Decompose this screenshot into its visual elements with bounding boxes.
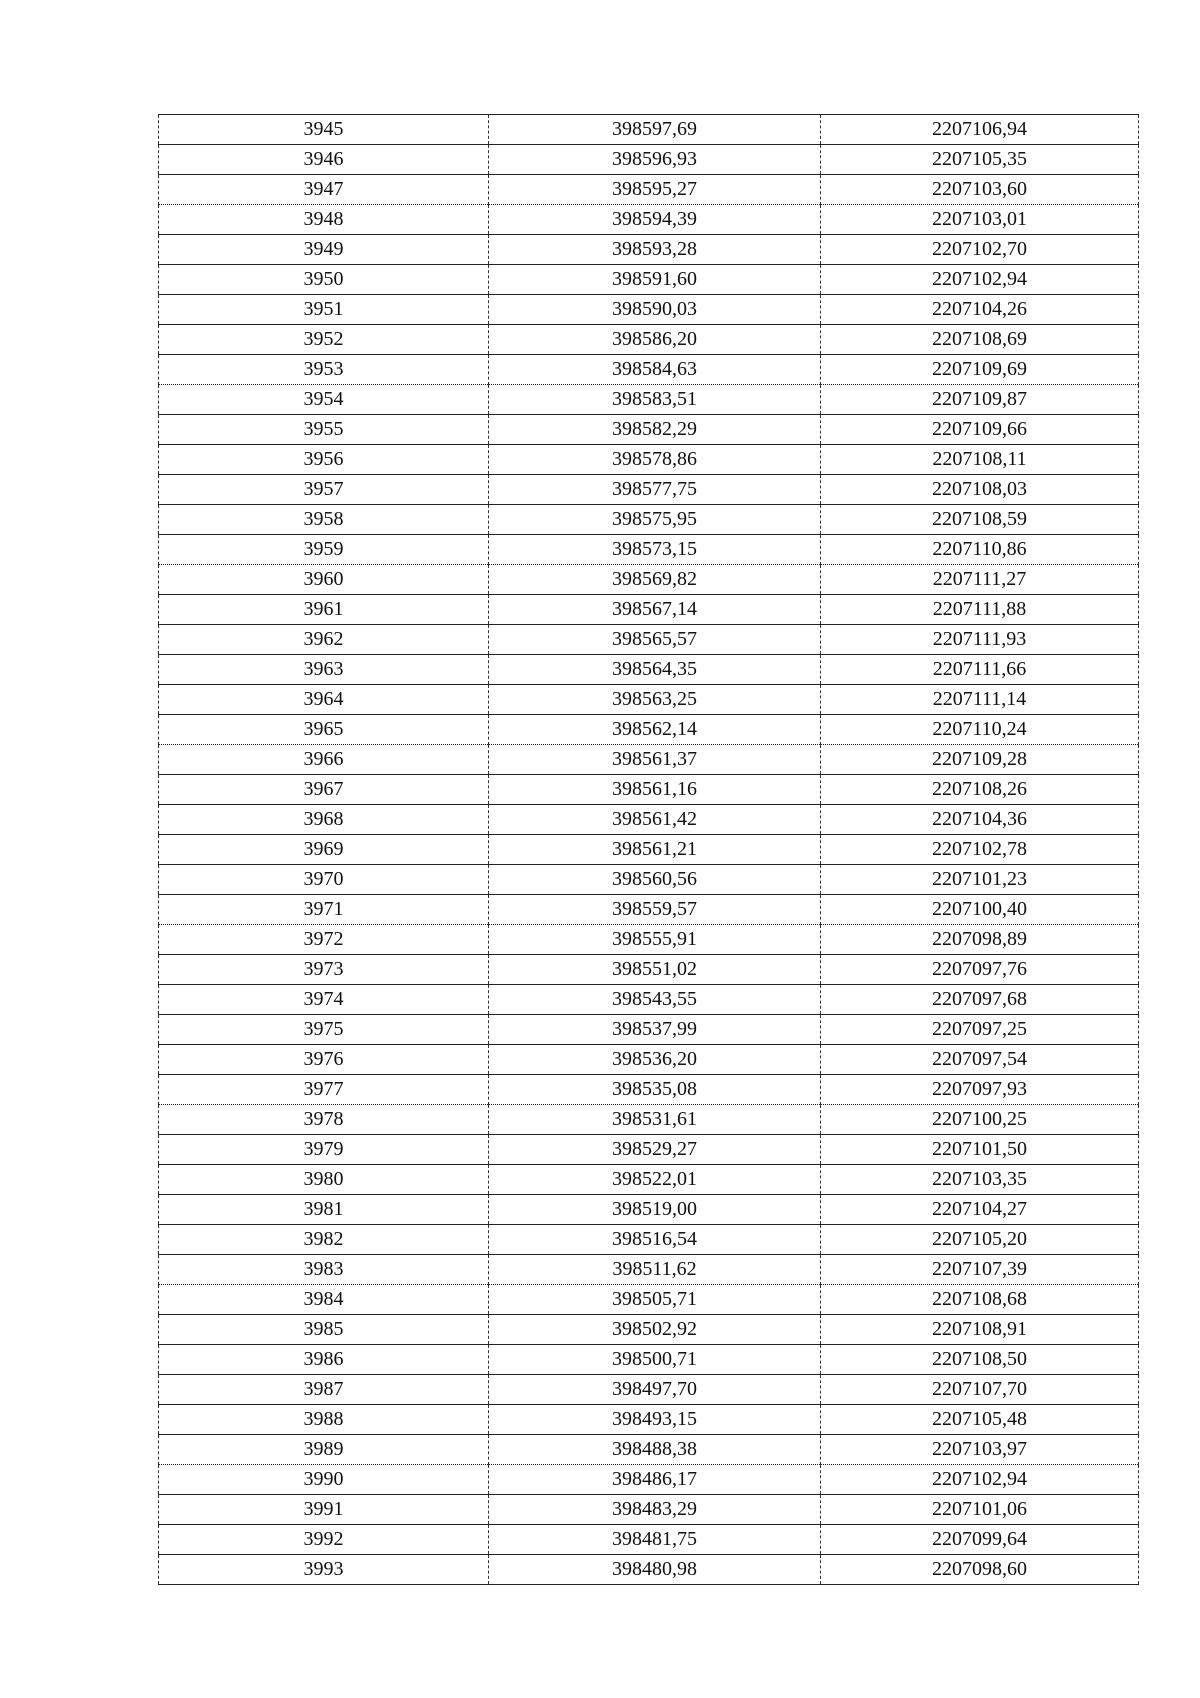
table-row [159, 925, 1139, 955]
point-number-cell: 3984 [159, 1285, 489, 1315]
point-number-cell: 3946 [159, 145, 489, 175]
table-row [159, 235, 1139, 265]
table-row [159, 205, 1139, 235]
point-number-cell: 3993 [159, 1555, 489, 1585]
table-row [159, 955, 1139, 985]
x-coordinate-cell: 398529,27 [489, 1135, 821, 1165]
x-coordinate-cell: 398575,95 [489, 505, 821, 535]
table-row [159, 865, 1139, 895]
point-number-cell: 3971 [159, 895, 489, 925]
y-coordinate-cell: 2207104,27 [821, 1195, 1139, 1225]
table-row [159, 1465, 1139, 1495]
x-coordinate-cell: 398578,86 [489, 445, 821, 475]
table-row [159, 1345, 1139, 1375]
y-coordinate-cell: 2207111,27 [821, 565, 1139, 595]
y-coordinate-cell: 2207097,93 [821, 1075, 1139, 1105]
y-coordinate-cell: 2207102,94 [821, 265, 1139, 295]
y-coordinate-cell: 2207108,69 [821, 325, 1139, 355]
table-row [159, 505, 1139, 535]
y-coordinate-cell: 2207108,03 [821, 475, 1139, 505]
y-coordinate-cell: 2207104,26 [821, 295, 1139, 325]
x-coordinate-cell: 398593,28 [489, 235, 821, 265]
point-number-cell: 3965 [159, 715, 489, 745]
y-coordinate-cell: 2207108,26 [821, 775, 1139, 805]
table-row [159, 1285, 1139, 1315]
point-number-cell: 3947 [159, 175, 489, 205]
table-row [159, 1195, 1139, 1225]
x-coordinate-cell: 398559,57 [489, 895, 821, 925]
x-coordinate-cell: 398563,25 [489, 685, 821, 715]
x-coordinate-cell: 398583,51 [489, 385, 821, 415]
y-coordinate-cell: 2207100,40 [821, 895, 1139, 925]
point-number-cell: 3957 [159, 475, 489, 505]
y-coordinate-cell: 2207103,35 [821, 1165, 1139, 1195]
x-coordinate-cell: 398590,03 [489, 295, 821, 325]
y-coordinate-cell: 2207097,54 [821, 1045, 1139, 1075]
point-number-cell: 3949 [159, 235, 489, 265]
point-number-cell: 3952 [159, 325, 489, 355]
table-row [159, 1525, 1139, 1555]
table-row [159, 835, 1139, 865]
y-coordinate-cell: 2207109,28 [821, 745, 1139, 775]
y-coordinate-cell: 2207108,68 [821, 1285, 1139, 1315]
x-coordinate-cell: 398481,75 [489, 1525, 821, 1555]
y-coordinate-cell: 2207102,70 [821, 235, 1139, 265]
table-row [159, 1045, 1139, 1075]
x-coordinate-cell: 398561,42 [489, 805, 821, 835]
table-row [159, 655, 1139, 685]
point-number-cell: 3985 [159, 1315, 489, 1345]
y-coordinate-cell: 2207108,59 [821, 505, 1139, 535]
table-row [159, 775, 1139, 805]
x-coordinate-cell: 398502,92 [489, 1315, 821, 1345]
point-number-cell: 3991 [159, 1495, 489, 1525]
point-number-cell: 3959 [159, 535, 489, 565]
point-number-cell: 3966 [159, 745, 489, 775]
x-coordinate-cell: 398497,70 [489, 1375, 821, 1405]
table-row [159, 805, 1139, 835]
x-coordinate-cell: 398543,55 [489, 985, 821, 1015]
table-row [159, 355, 1139, 385]
table-row [159, 265, 1139, 295]
table-row [159, 1435, 1139, 1465]
y-coordinate-cell: 2207108,50 [821, 1345, 1139, 1375]
table-row [159, 535, 1139, 565]
point-number-cell: 3961 [159, 595, 489, 625]
y-coordinate-cell: 2207109,87 [821, 385, 1139, 415]
x-coordinate-cell: 398537,99 [489, 1015, 821, 1045]
point-number-cell: 3988 [159, 1405, 489, 1435]
table-row [159, 385, 1139, 415]
y-coordinate-cell: 2207097,68 [821, 985, 1139, 1015]
table-row [159, 1405, 1139, 1435]
y-coordinate-cell: 2207110,86 [821, 535, 1139, 565]
y-coordinate-cell: 2207097,76 [821, 955, 1139, 985]
point-number-cell: 3948 [159, 205, 489, 235]
point-number-cell: 3979 [159, 1135, 489, 1165]
y-coordinate-cell: 2207111,66 [821, 655, 1139, 685]
x-coordinate-cell: 398567,14 [489, 595, 821, 625]
x-coordinate-cell: 398584,63 [489, 355, 821, 385]
table-row [159, 1495, 1139, 1525]
point-number-cell: 3968 [159, 805, 489, 835]
y-coordinate-cell: 2207108,11 [821, 445, 1139, 475]
y-coordinate-cell: 2207108,91 [821, 1315, 1139, 1345]
point-number-cell: 3955 [159, 415, 489, 445]
table-row [159, 445, 1139, 475]
point-number-cell: 3972 [159, 925, 489, 955]
x-coordinate-cell: 398595,27 [489, 175, 821, 205]
table-row [159, 625, 1139, 655]
x-coordinate-cell: 398561,37 [489, 745, 821, 775]
table-row [159, 1105, 1139, 1135]
x-coordinate-cell: 398480,98 [489, 1555, 821, 1585]
table-row [159, 115, 1139, 145]
point-number-cell: 3958 [159, 505, 489, 535]
table-row [159, 1555, 1139, 1585]
y-coordinate-cell: 2207101,23 [821, 865, 1139, 895]
table-row [159, 685, 1139, 715]
y-coordinate-cell: 2207105,35 [821, 145, 1139, 175]
point-number-cell: 3989 [159, 1435, 489, 1465]
table-row [159, 1315, 1139, 1345]
x-coordinate-cell: 398577,75 [489, 475, 821, 505]
y-coordinate-cell: 2207102,78 [821, 835, 1139, 865]
point-number-cell: 3987 [159, 1375, 489, 1405]
point-number-cell: 3974 [159, 985, 489, 1015]
x-coordinate-cell: 398596,93 [489, 145, 821, 175]
point-number-cell: 3983 [159, 1255, 489, 1285]
table-row [159, 145, 1139, 175]
y-coordinate-cell: 2207098,89 [821, 925, 1139, 955]
table-row [159, 895, 1139, 925]
y-coordinate-cell: 2207101,50 [821, 1135, 1139, 1165]
y-coordinate-cell: 2207105,48 [821, 1405, 1139, 1435]
y-coordinate-cell: 2207107,70 [821, 1375, 1139, 1405]
table-row [159, 1255, 1139, 1285]
table-row [159, 1225, 1139, 1255]
y-coordinate-cell: 2207110,24 [821, 715, 1139, 745]
x-coordinate-cell: 398551,02 [489, 955, 821, 985]
point-number-cell: 3969 [159, 835, 489, 865]
x-coordinate-cell: 398586,20 [489, 325, 821, 355]
point-number-cell: 3977 [159, 1075, 489, 1105]
point-number-cell: 3964 [159, 685, 489, 715]
y-coordinate-cell: 2207097,25 [821, 1015, 1139, 1045]
point-number-cell: 3953 [159, 355, 489, 385]
table-row [159, 595, 1139, 625]
y-coordinate-cell: 2207103,97 [821, 1435, 1139, 1465]
x-coordinate-cell: 398555,91 [489, 925, 821, 955]
point-number-cell: 3956 [159, 445, 489, 475]
x-coordinate-cell: 398500,71 [489, 1345, 821, 1375]
point-number-cell: 3970 [159, 865, 489, 895]
x-coordinate-cell: 398519,00 [489, 1195, 821, 1225]
point-number-cell: 3976 [159, 1045, 489, 1075]
point-number-cell: 3980 [159, 1165, 489, 1195]
y-coordinate-cell: 2207109,69 [821, 355, 1139, 385]
table-row [159, 1015, 1139, 1045]
x-coordinate-cell: 398569,82 [489, 565, 821, 595]
point-number-cell: 3963 [159, 655, 489, 685]
x-coordinate-cell: 398564,35 [489, 655, 821, 685]
x-coordinate-cell: 398535,08 [489, 1075, 821, 1105]
coordinates-table-body [159, 115, 1139, 1585]
y-coordinate-cell: 2207100,25 [821, 1105, 1139, 1135]
x-coordinate-cell: 398486,17 [489, 1465, 821, 1495]
y-coordinate-cell: 2207102,94 [821, 1465, 1139, 1495]
y-coordinate-cell: 2207111,88 [821, 595, 1139, 625]
point-number-cell: 3951 [159, 295, 489, 325]
point-number-cell: 3982 [159, 1225, 489, 1255]
point-number-cell: 3978 [159, 1105, 489, 1135]
point-number-cell: 3992 [159, 1525, 489, 1555]
x-coordinate-cell: 398483,29 [489, 1495, 821, 1525]
y-coordinate-cell: 2207107,39 [821, 1255, 1139, 1285]
point-number-cell: 3950 [159, 265, 489, 295]
y-coordinate-cell: 2207106,94 [821, 115, 1139, 145]
x-coordinate-cell: 398582,29 [489, 415, 821, 445]
table-row [159, 985, 1139, 1015]
y-coordinate-cell: 2207105,20 [821, 1225, 1139, 1255]
point-number-cell: 3973 [159, 955, 489, 985]
x-coordinate-cell: 398493,15 [489, 1405, 821, 1435]
x-coordinate-cell: 398573,15 [489, 535, 821, 565]
point-number-cell: 3960 [159, 565, 489, 595]
table-row [159, 1075, 1139, 1105]
table-row [159, 1135, 1139, 1165]
x-coordinate-cell: 398516,54 [489, 1225, 821, 1255]
y-coordinate-cell: 2207111,14 [821, 685, 1139, 715]
y-coordinate-cell: 2207104,36 [821, 805, 1139, 835]
x-coordinate-cell: 398562,14 [489, 715, 821, 745]
point-number-cell: 3990 [159, 1465, 489, 1495]
y-coordinate-cell: 2207103,60 [821, 175, 1139, 205]
x-coordinate-cell: 398561,21 [489, 835, 821, 865]
point-number-cell: 3945 [159, 115, 489, 145]
y-coordinate-cell: 2207109,66 [821, 415, 1139, 445]
y-coordinate-cell: 2207098,60 [821, 1555, 1139, 1585]
y-coordinate-cell: 2207101,06 [821, 1495, 1139, 1525]
x-coordinate-cell: 398505,71 [489, 1285, 821, 1315]
x-coordinate-cell: 398511,62 [489, 1255, 821, 1285]
point-number-cell: 3962 [159, 625, 489, 655]
x-coordinate-cell: 398531,61 [489, 1105, 821, 1135]
table-row [159, 745, 1139, 775]
y-coordinate-cell: 2207111,93 [821, 625, 1139, 655]
point-number-cell: 3954 [159, 385, 489, 415]
table-row [159, 1165, 1139, 1195]
x-coordinate-cell: 398591,60 [489, 265, 821, 295]
point-number-cell: 3975 [159, 1015, 489, 1045]
x-coordinate-cell: 398594,39 [489, 205, 821, 235]
table-row [159, 1375, 1139, 1405]
table-row [159, 175, 1139, 205]
point-number-cell: 3986 [159, 1345, 489, 1375]
x-coordinate-cell: 398597,69 [489, 115, 821, 145]
y-coordinate-cell: 2207103,01 [821, 205, 1139, 235]
table-row [159, 415, 1139, 445]
x-coordinate-cell: 398488,38 [489, 1435, 821, 1465]
x-coordinate-cell: 398565,57 [489, 625, 821, 655]
coordinates-table [158, 114, 1139, 1585]
x-coordinate-cell: 398560,56 [489, 865, 821, 895]
table-row [159, 565, 1139, 595]
y-coordinate-cell: 2207099,64 [821, 1525, 1139, 1555]
point-number-cell: 3981 [159, 1195, 489, 1225]
table-row [159, 295, 1139, 325]
table-row [159, 715, 1139, 745]
x-coordinate-cell: 398536,20 [489, 1045, 821, 1075]
point-number-cell: 3967 [159, 775, 489, 805]
table-row [159, 325, 1139, 355]
table-row [159, 475, 1139, 505]
x-coordinate-cell: 398522,01 [489, 1165, 821, 1195]
x-coordinate-cell: 398561,16 [489, 775, 821, 805]
